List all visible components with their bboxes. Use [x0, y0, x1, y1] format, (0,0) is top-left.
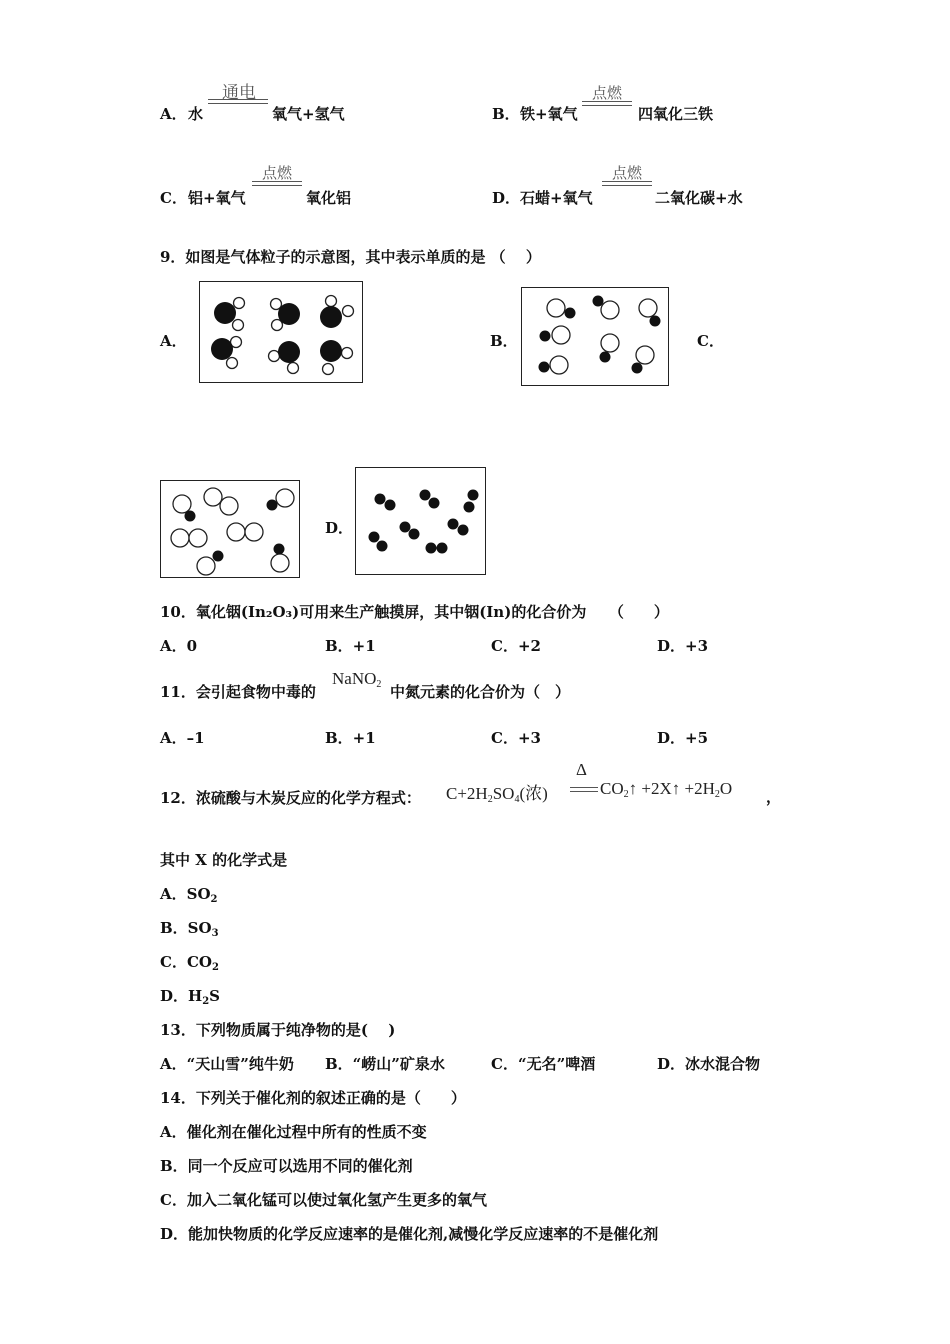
q8-d-condition: 点燃: [611, 164, 642, 182]
q12-option-c: [160, 951, 219, 973]
q12-option-c-sub: 2: [211, 962, 219, 973]
q12-eq-sub3: 2: [623, 789, 629, 800]
q12-equation-right: [600, 779, 732, 800]
q8-c-equal-sign: [252, 181, 302, 186]
q12-option-d: [160, 985, 220, 1007]
q8-b-product: 四氧化三铁: [638, 105, 714, 123]
q8-a-product: 氧气+氢气: [272, 105, 345, 123]
q8-c-product: 氧化铝: [306, 189, 352, 207]
q9-diagram-d: [355, 467, 486, 575]
q9-label-c: C．: [697, 332, 724, 350]
q12-equal-sign: [570, 787, 598, 792]
q11-option-a: A．–1: [160, 729, 205, 747]
q8-d-reactant: 石蜡+氧气: [520, 189, 593, 207]
q9-stem: 9．如图是气体粒子的示意图，其中表示单质的是 （ ）: [160, 248, 541, 266]
q13-option-d: D．冰水混合物: [657, 1055, 761, 1073]
q8-c-condition: 点燃: [261, 164, 292, 182]
q13-option-a: A．“天山雪”纯牛奶: [160, 1055, 294, 1073]
q8-b-reactant: 铁+氧气: [520, 105, 578, 123]
q8-c-reactant: 铝+氧气: [188, 189, 246, 207]
q13-option-b: B．“崂山”矿泉水: [325, 1055, 445, 1073]
q9-diagram-d-particles: [356, 468, 487, 576]
q8-b-condition: 点燃: [591, 84, 622, 102]
q9-diagram-a-particles: [200, 282, 364, 384]
q11-stem-before: 11．会引起食物中毒的: [160, 683, 316, 701]
q12-option-c-text: C．CO: [160, 953, 212, 971]
q12-equation-left: [446, 779, 548, 805]
q10-option-d: D．+3: [657, 637, 709, 655]
q12-option-b-sub: 3: [211, 928, 219, 939]
q9-label-a: A．: [160, 332, 187, 350]
q8-a-equal-sign: [208, 99, 268, 104]
q8-d-product: 二氧化碳+水: [655, 189, 743, 207]
q12-eq-sub4: 2: [714, 789, 720, 800]
q12-option-a-sub: 2: [210, 894, 218, 905]
q8-a-condition: 通电: [222, 83, 256, 103]
q12-eq-left: C+2H: [446, 784, 488, 803]
q12-eq-right1: CO: [600, 779, 624, 798]
q12-option-b-text: B．SO: [160, 919, 212, 937]
q8-a-label: A．: [160, 105, 187, 123]
q8-a-reactant: 水: [188, 105, 204, 123]
q9-diagram-c: [160, 480, 300, 578]
q12-stem: 12．浓硫酸与木炭反应的化学方程式：: [160, 789, 421, 807]
q14-stem: 14．下列关于催化剂的叙述正确的是（ ）: [160, 1089, 466, 1107]
q9-label-d: D．: [325, 519, 354, 537]
q12-option-d-sub: 2: [202, 996, 210, 1007]
q10-stem: 10．氧化铟(In₂O₃)可用来生产触摸屏，其中铟(In)的化合价为 （ ）: [160, 603, 669, 621]
q11-option-c: C．+3: [491, 729, 541, 747]
q10-option-b: B．+1: [325, 637, 376, 655]
q12-eq-sub1: 2: [487, 794, 493, 805]
q11-option-b: B．+1: [325, 729, 376, 747]
q14-option-c: C．加入二氧化锰可以使过氧化氢产生更多的氧气: [160, 1191, 487, 1209]
q11-formula-main: NaNO: [332, 669, 377, 688]
q13-stem: 13．下列物质属于纯净物的是( ): [160, 1021, 396, 1039]
q10-option-a: A．0: [160, 637, 198, 655]
q12-eq-right3: O: [719, 779, 733, 798]
q12-eq-mid: SO: [492, 784, 515, 803]
q8-d-equal-sign: [602, 181, 652, 186]
q12-eq-paren: (浓): [519, 784, 548, 803]
q14-option-a: A．催化剂在催化过程中所有的性质不变: [160, 1123, 427, 1141]
q9-diagram-b: [521, 287, 669, 386]
q8-c-label: C．: [160, 189, 187, 207]
q13-option-c: C．“无名”啤酒: [491, 1055, 596, 1073]
q14-option-b: B．同一个反应可以选用不同的催化剂: [160, 1157, 413, 1175]
q12-option-d-post: S: [209, 987, 220, 1005]
q8-b-equal-sign: [582, 101, 632, 106]
q10-option-c: C．+2: [491, 637, 541, 655]
q12-comma: ，: [766, 788, 782, 806]
q11-formula: [332, 669, 381, 690]
q8-d-label: D．: [492, 189, 521, 207]
q9-label-b: B．: [490, 332, 518, 350]
q12-option-b: [160, 917, 219, 939]
q11-stem-after: 中氮元素的化合价为（ ）: [390, 683, 571, 701]
q12-option-a-text: A．SO: [160, 885, 211, 903]
q9-diagram-a: [199, 281, 363, 383]
q12-eq-right2: ↑ +2X↑ +2H: [628, 779, 715, 798]
q9-diagram-b-particles: [522, 288, 670, 387]
q12-delta: Δ: [576, 760, 587, 779]
q12-eq-sub2: 4: [514, 794, 520, 805]
q11-formula-sub: 2: [376, 679, 382, 690]
q12-option-a: [160, 883, 218, 905]
q12-option-d-text: D．H: [160, 987, 203, 1005]
q8-b-label: B．: [492, 105, 520, 123]
q9-diagram-c-particles: [161, 481, 301, 579]
q14-option-d: D．能加快物质的化学反应速率的是催化剂,减慢化学反应速率的不是催化剂: [160, 1225, 659, 1243]
q11-option-d: D．+5: [657, 729, 709, 747]
q12-sub-stem: 其中 X 的化学式是: [160, 851, 288, 869]
